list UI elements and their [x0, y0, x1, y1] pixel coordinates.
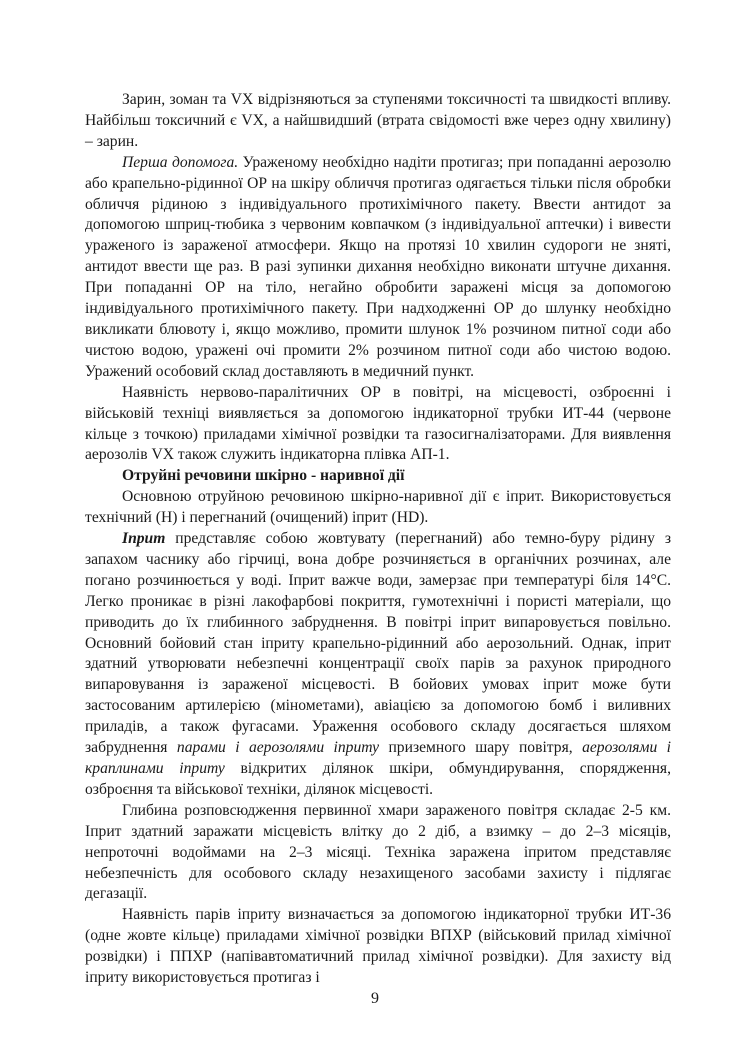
paragraph-vapor-detection: Наявність парів іприту визначається за допомогою індикаторної трубки ИТ-36 (одне жовте кільце) приладами хімічної розвідки ВПХР (військовий прилад хімічної розвідки) і ППХР (напівавтоматичний прилад хімічної розвідки). Для захисту від іприту використовується протигаз і	[85, 906, 671, 987]
paragraph-first-aid	[85, 153, 671, 383]
paragraph-main-agent: Основною отруйною речовиною шкірно-наривної дії є іприт. Використовується технічний (Н) і перегнаний (очищений) іприт (HD).	[85, 488, 671, 527]
iprit-lead: Іприт	[122, 530, 166, 548]
paragraph-iprit	[85, 529, 671, 801]
paragraph-detection: Наявність нервово-паралітичних ОР в повітрі, на місцевості, озброєнні і військовій техніці виявляється за допомогою індикаторної трубки ИТ-44 (червоне кільце з точкою) приладами хімічної розвідки та газосигналізаторами. Для виявлення аерозолів VX також служить індикаторна плівка АП-1.	[85, 383, 671, 464]
section-heading: Отруйні речовини шкірно - наривної дії	[122, 467, 405, 485]
iprit-emphasis-vapors: парами і аерозолями іприту	[176, 739, 380, 757]
iprit-text-c: відкритих ділянок шкіри, обмундирування, спорядження, озброєння та військової техніки, ділянок місцевості.	[85, 760, 671, 798]
paragraph-toxicity: Зарин, зоман та VX відрізняються за ступенями токсичності та швидкості впливу. Найбільш токсичний є VX, а найшвидший (втрата свідомості вже через одну хвилину) – зарин.	[85, 91, 671, 150]
first-aid-text: Ураженому необхідно надіти протигаз; при попаданні аерозолю або крапельно-рідинної ОР на шкіру обличчя протигаз одягається тільки після обробки обличчя рідиною з індивідуального протихімічного пакету. Ввести антидот за допомогою шприц-тюбика з червоним ковпачком (з індивідуальної аптечки) і вивести ураженого із зараженої атмосфери. Якщо на протязі 10 хвилин судороги не зняті, антидот ввести ще раз. В разі зупинки дихання необхідно виконати штучне дихання. При попаданні ОР на тіло, негайно обробити заражені місця за допомогою індивідуального протихімічного пакету. При надходженні ОР до шлунку необхідно викликати блювоту і, якщо можливо, промити шлунок 1% розчином питної соди або чистою водою, уражені очі промити 2% розчином питної соди або чистою водою. Уражений особовий склад доставляють в медичний пункт.	[85, 153, 671, 380]
paragraph-spread-depth: Глибина розповсюдження первинної хмари зараженого повітря складає 2-5 км. Іприт здатний заражати місцевість влітку до 2 діб, а взимку – до 2–3 місяців, непроточні водоймами на 2–3 місяці. Техніка заражена іпритом представляє небезпечність для особового складу незахищеного засобами захисту і підлягає дегазації.	[85, 801, 671, 903]
iprit-emphasis-droplets: аерозолями і краплинами іприту	[85, 739, 671, 777]
iprit-text-a: представляє собою жовтувату (перегнаний) або темно-буру рідину з запахом часнику або гірчиці, вона добре розчиняється в органічних розчинах, але погано розчинюється у воді. Іприт важче води, замерзає при температурі біля 14°С. Легко проникає в різні лакофарбові покриття, гумотехнічні і пористі матеріали, що приводить до їх глибинного забруднення. В повітрі іприт випаровується повільно. Основний бойовий стан іприту крапельно-рідинний або аерозольний. Однак, іприт здатний утворювати небезпечні концентрації своїх парів за рахунок природного випаровування із зараженої місцевості. В бойових умовах іприт може бути застосованим артилерією (мінометами), авіацією за допомогою бомб і виливних приладів, а також фугасами. Ураження особового складу досягається шляхом забруднення	[85, 530, 671, 757]
page-body	[85, 90, 671, 989]
page-number: 9	[371, 990, 379, 1007]
iprit-text-b: приземного шару повітря,	[379, 739, 583, 757]
first-aid-lead: Перша допомога.	[122, 153, 239, 171]
